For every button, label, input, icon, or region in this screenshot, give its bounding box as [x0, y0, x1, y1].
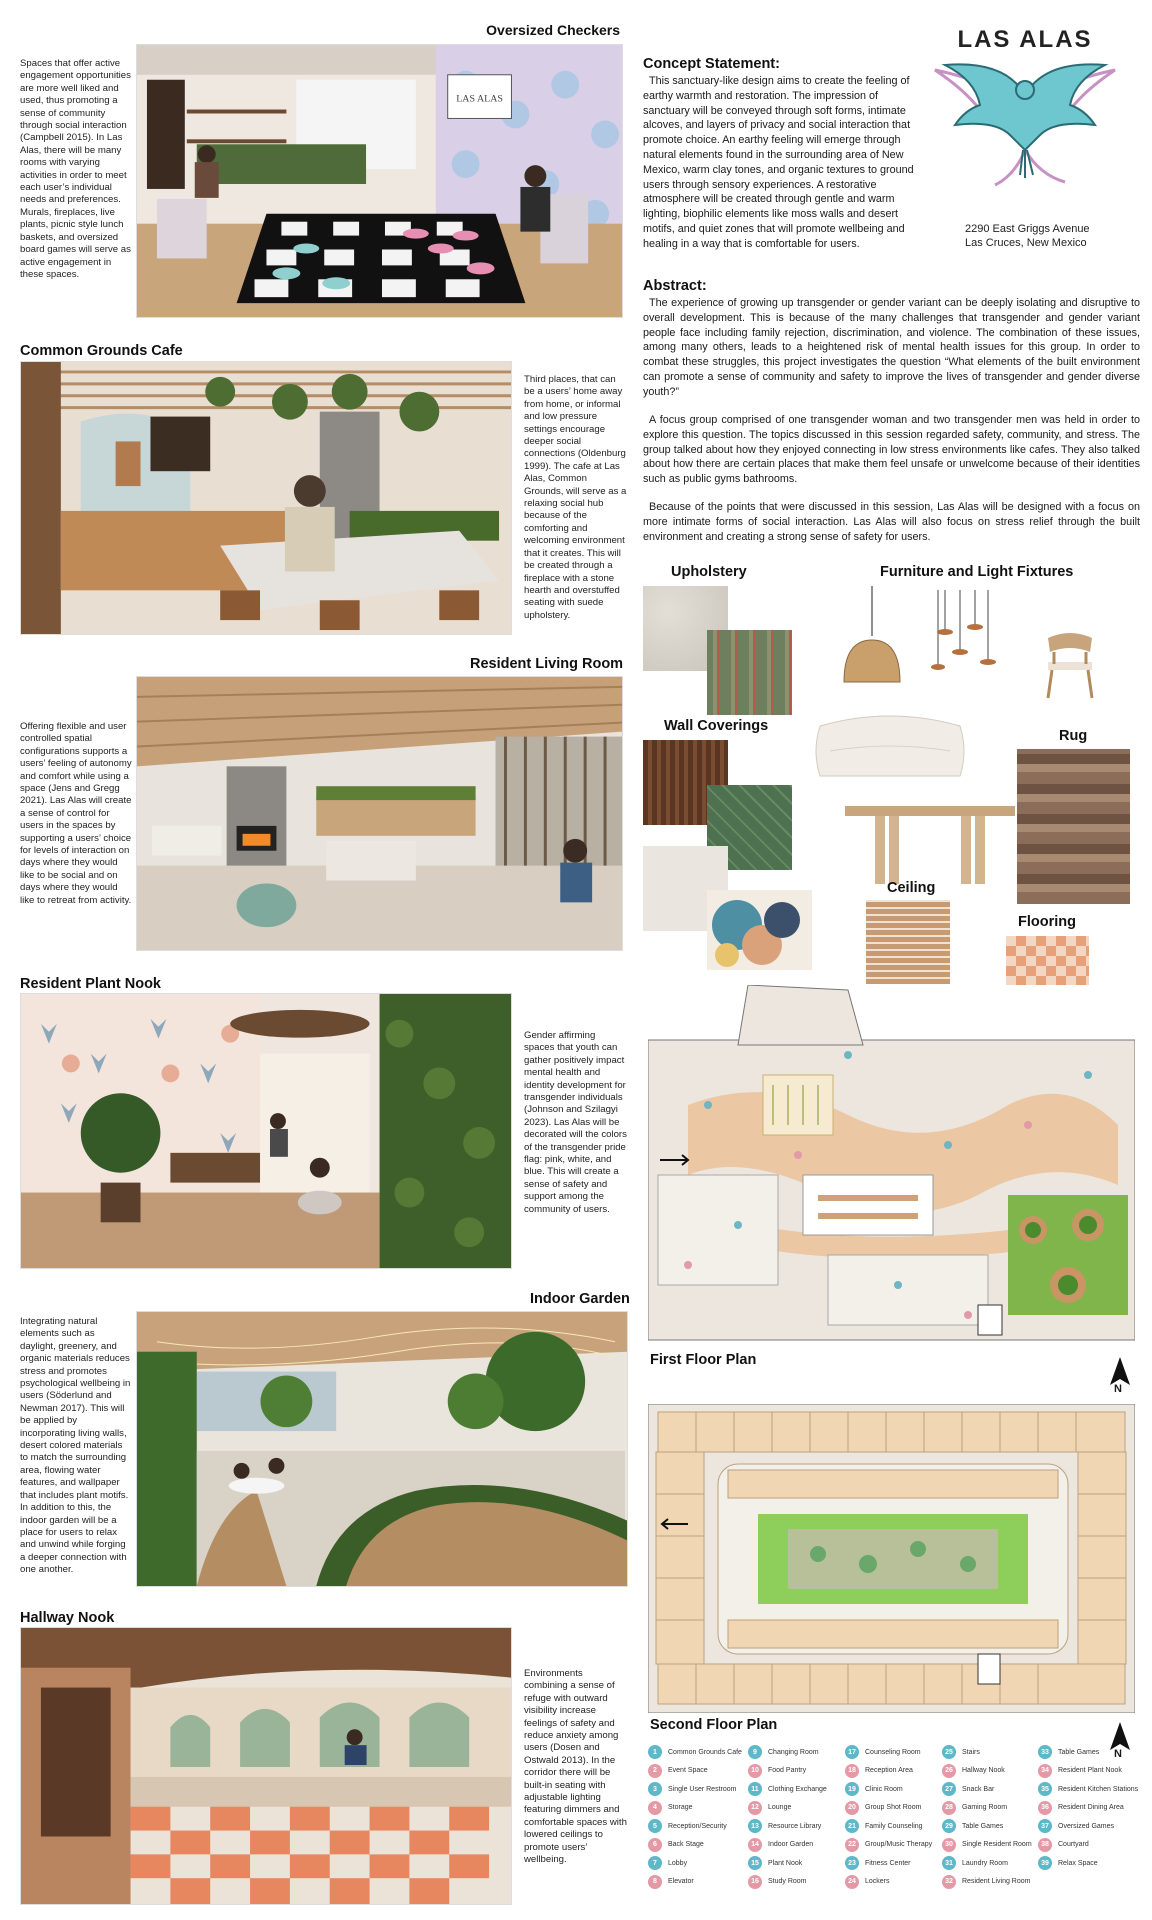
- abstract-paragraph-2: A focus group comprised of one transgender woman and two transgender men was held in order to explore this question. The topics discussed in this session regarded safety, community, and stress. The group talked about how they enjoyed connecting in low stress environments like cafes. They also talked about how there are certain places that make them feel unsafe or unwelcome because of their identities such as public gyms bathrooms.: [643, 414, 1140, 486]
- abstract-paragraph-3: Because of the points that were discussed in this session, Las Alas will be designed with a focus on more intimate forms of social interaction. Las Alas will also focus on stress relief through the built environment and creating a strong sense of safety for users.: [643, 501, 1140, 543]
- legend-label: Oversized Games: [1058, 1822, 1115, 1830]
- legend-number-badge: 28: [942, 1801, 956, 1815]
- legend-label: Single User Restroom: [668, 1785, 737, 1793]
- living-render: [136, 676, 623, 951]
- legend-number-badge: 9: [748, 1745, 762, 1759]
- legend-item: [845, 1819, 923, 1833]
- ceiling-swatch-wood-slat: [866, 900, 950, 984]
- legend-item: [845, 1745, 921, 1759]
- legend-item: [648, 1801, 693, 1815]
- legend-number-badge: 36: [1038, 1801, 1052, 1815]
- legend-item: [942, 1801, 1007, 1815]
- legend-label: Lobby: [668, 1859, 688, 1867]
- legend-number-badge: 19: [845, 1782, 859, 1796]
- legend-label: Reception Area: [865, 1767, 913, 1774]
- legend-item: [1038, 1801, 1124, 1815]
- legend-item: [1038, 1838, 1089, 1852]
- legend-item: [1038, 1764, 1122, 1778]
- legend-label: Reception/Security: [668, 1822, 727, 1830]
- hallway-description: Environments combining a sense of refuge with outward visibility increase feelings of safety and reduce anxiety among users (Dosen and Ostwald 2013). In the corridor there will be built-in seating with adjustable lighting featuring dimmers and comfortable spaces with lowered ceilings to promote users’ wellbeing.: [524, 1668, 627, 1866]
- legend-number-badge: 5: [648, 1819, 662, 1833]
- legend-label: Elevator: [668, 1878, 694, 1885]
- garden-render: [136, 1311, 628, 1587]
- legend-number-badge: 13: [748, 1819, 762, 1833]
- materials-ceiling-label: Ceiling: [887, 880, 936, 896]
- materials-wall-label: Wall Coverings: [664, 718, 769, 734]
- legend-item: [845, 1875, 890, 1889]
- legend-item: [748, 1838, 813, 1852]
- legend-item: [845, 1856, 911, 1870]
- section-title-garden: Indoor Garden: [530, 1291, 630, 1307]
- legend-number-badge: 15: [748, 1856, 762, 1870]
- legend-label: Plant Nook: [768, 1859, 803, 1867]
- legend-number-badge: 17: [845, 1745, 859, 1759]
- legend-item: [648, 1764, 708, 1778]
- legend-item: [648, 1838, 704, 1852]
- address-line1: 2290 East Griggs Avenue: [965, 223, 1090, 235]
- address-line2: Las Cruces, New Mexico: [965, 237, 1087, 249]
- legend-label: Back Stage: [668, 1841, 704, 1848]
- rug-swatch: [1017, 749, 1130, 904]
- checkers-sign-text: LAS ALAS: [456, 93, 503, 105]
- legend-label: Hallway Nook: [962, 1767, 1005, 1774]
- legend-number-badge: 20: [845, 1801, 859, 1815]
- legend-label: Resident Living Room: [962, 1878, 1031, 1885]
- room-legend: [648, 1745, 1148, 1905]
- section-title-cafe: Common Grounds Cafe: [20, 343, 183, 359]
- legend-number-badge: 27: [942, 1782, 956, 1796]
- legend-number-badge: 4: [648, 1801, 662, 1815]
- legend-number-badge: 30: [942, 1838, 956, 1852]
- legend-label: Gaming Room: [962, 1804, 1008, 1811]
- section-title-hallway: Hallway Nook: [20, 1610, 115, 1626]
- legend-item: [942, 1745, 980, 1759]
- legend-number-badge: 8: [648, 1875, 662, 1889]
- legend-label: Stairs: [962, 1748, 980, 1756]
- legend-label: Snack Bar: [962, 1785, 995, 1793]
- legend-item: [648, 1856, 687, 1870]
- legend-number-badge: 14: [748, 1838, 762, 1852]
- legend-number-badge: 33: [1038, 1745, 1052, 1759]
- legend-number-badge: 1: [648, 1745, 662, 1759]
- legend-label: Fitness Center: [865, 1859, 911, 1867]
- materials-upholstery-label: Upholstery: [671, 564, 747, 580]
- legend-label: Lounge: [768, 1804, 792, 1811]
- section-title-living: Resident Living Room: [470, 656, 624, 672]
- legend-item: [942, 1838, 1032, 1852]
- legend-item: [748, 1745, 819, 1759]
- legend-number-badge: 31: [942, 1856, 956, 1870]
- section-title-plant: Resident Plant Nook: [20, 976, 161, 992]
- legend-label: Group Shot Room: [865, 1804, 922, 1811]
- legend-label: Laundry Room: [962, 1859, 1008, 1867]
- legend-item: [845, 1838, 932, 1852]
- legend-number-badge: 29: [942, 1819, 956, 1833]
- legend-label: Resident Dining Area: [1058, 1804, 1124, 1811]
- legend-item: [1038, 1782, 1138, 1796]
- legend-label: Counseling Room: [865, 1748, 921, 1756]
- garden-description: Integrating natural elements such as daylight, greenery, and organic materials reduces stress and promotes psychological wellbeing in users (Söderlund and Newman 2017). This will be applied by incorporating living walls, desert colored materials to match the surrounding area, flowing water features, and wallpaper that includes plant motifs. In addition to this, the indoor garden will be a place for users to relax and unwind while forging a deeper connection with one another.: [20, 1316, 131, 1576]
- legend-number-badge: 22: [845, 1838, 859, 1852]
- plant-description: Gender affirming spaces that youth can gather positively impact mental health and identity development for transgender individuals (Johnson and Szilagyi 2023). Las Alas will be decorated will the colors of the transgender pride flag: pink, white, and blue. This will create a sense of safety and support among the community of users.: [524, 1030, 627, 1215]
- cafe-description: Third places, that can be a users’ home away from home, or informal and low pressure settings encourage deeper social connections (Oldenburg 1999). The cafe at Las Alas, Common Grounds, will serve as a relaxing social hub because of the comforting and welcoming environment that it creates. This will be created through a fireplace with a stone hearth and overstuffed seating with suede upholstery.: [524, 374, 627, 621]
- wall-swatch-mural: [707, 890, 812, 970]
- pendant-light-icon: [840, 586, 904, 690]
- dining-chair-icon: [1040, 628, 1100, 700]
- sofa-icon: [810, 706, 970, 784]
- legend-number-badge: 11: [748, 1782, 762, 1796]
- legend-item: [942, 1875, 1030, 1889]
- concept-heading: Concept Statement:: [643, 56, 780, 72]
- legend-number-badge: 23: [845, 1856, 859, 1870]
- legend-item: [748, 1819, 821, 1833]
- materials-flooring-label: Flooring: [1018, 914, 1076, 930]
- legend-label: Resident Plant Nook: [1058, 1767, 1122, 1774]
- legend-item: [648, 1875, 694, 1889]
- legend-label: Table Games: [962, 1822, 1004, 1830]
- legend-item: [748, 1764, 806, 1778]
- materials-furniture-label: Furniture and Light Fixtures: [880, 564, 1074, 580]
- first-floor-plan: [648, 985, 1135, 1358]
- legend-number-badge: 32: [942, 1875, 956, 1889]
- legend-number-badge: 18: [845, 1764, 859, 1778]
- legend-number-badge: 2: [648, 1764, 662, 1778]
- legend-number-badge: 39: [1038, 1856, 1052, 1870]
- legend-label: Group/Music Therapy: [865, 1841, 933, 1848]
- legend-number-badge: 26: [942, 1764, 956, 1778]
- legend-item: [1038, 1745, 1099, 1759]
- legend-item: [942, 1856, 1008, 1870]
- legend-item: [748, 1875, 807, 1889]
- legend-item: [942, 1764, 1005, 1778]
- cafe-render: [20, 361, 512, 635]
- chandelier-icon: [930, 590, 1000, 680]
- legend-number-badge: 34: [1038, 1764, 1052, 1778]
- legend-number-badge: 10: [748, 1764, 762, 1778]
- legend-item: [648, 1782, 736, 1796]
- legend-label: Resident Kitchen Stations: [1058, 1785, 1139, 1793]
- legend-item: [648, 1745, 742, 1759]
- materials-rug-label: Rug: [1059, 728, 1088, 744]
- legend-item: [748, 1856, 802, 1870]
- legend-label: Relax Space: [1058, 1859, 1098, 1867]
- dining-table-icon: [845, 806, 1015, 886]
- las-alas-logo: [925, 26, 1125, 186]
- abstract-heading: Abstract:: [643, 278, 707, 294]
- second-floor-plan-label: Second Floor Plan: [650, 1717, 778, 1733]
- legend-label: Clinic Room: [865, 1785, 903, 1793]
- legend-label: Clothing Exchange: [768, 1785, 827, 1793]
- second-floor-plan: [648, 1404, 1135, 1713]
- legend-label: Lockers: [865, 1878, 890, 1885]
- checkers-render: [136, 44, 623, 318]
- north-label-1: N: [1114, 1383, 1122, 1395]
- legend-label: Indoor Garden: [768, 1841, 814, 1848]
- legend-number-badge: 35: [1038, 1782, 1052, 1796]
- legend-number-badge: 6: [648, 1838, 662, 1852]
- legend-item: [648, 1819, 727, 1833]
- legend-number-badge: 3: [648, 1782, 662, 1796]
- legend-label: Study Room: [768, 1878, 807, 1885]
- legend-number-badge: 38: [1038, 1838, 1052, 1852]
- legend-item: [1038, 1856, 1098, 1870]
- legend-item: [748, 1782, 827, 1796]
- legend-item: [942, 1782, 994, 1796]
- upholstery-swatch-stripe: [707, 630, 792, 715]
- north-label-2: N: [1114, 1748, 1122, 1760]
- legend-label: Resource Library: [768, 1822, 822, 1830]
- legend-label: Single Resident Room: [962, 1841, 1032, 1848]
- legend-number-badge: 12: [748, 1801, 762, 1815]
- legend-item: [845, 1764, 913, 1778]
- legend-label: Event Space: [668, 1767, 708, 1774]
- legend-label: Common Grounds Cafe: [668, 1748, 742, 1756]
- legend-item: [748, 1801, 791, 1815]
- legend-label: Courtyard: [1058, 1841, 1089, 1848]
- checkers-description: Spaces that offer active engagement opportunities are more well liked and used, thus promoting a sense of community through social interaction (Campbell 2015). In Las Alas, there will be many rooms with varying activities in order to meet each user’s individual needs and preferences. Murals, fireplaces, live plants, picnic style lunch baskets, and oversized board games will serve as active engagement in these spaces.: [20, 58, 131, 280]
- legend-number-badge: 7: [648, 1856, 662, 1870]
- legend-label: Changing Room: [768, 1748, 819, 1756]
- legend-item: [1038, 1819, 1114, 1833]
- legend-item: [845, 1782, 903, 1796]
- hallway-render: [20, 1627, 512, 1905]
- section-title-checkers: Oversized Checkers: [486, 22, 620, 38]
- legend-number-badge: 16: [748, 1875, 762, 1889]
- legend-number-badge: 24: [845, 1875, 859, 1889]
- legend-label: Table Games: [1058, 1748, 1100, 1756]
- legend-item: [942, 1819, 1003, 1833]
- legend-label: Family Counseling: [865, 1822, 923, 1830]
- legend-number-badge: 25: [942, 1745, 956, 1759]
- first-floor-plan-label: First Floor Plan: [650, 1352, 757, 1368]
- legend-label: Storage: [668, 1804, 693, 1811]
- plant-nook-render: [20, 993, 512, 1269]
- legend-number-badge: 37: [1038, 1819, 1052, 1833]
- abstract-paragraph-1: The experience of growing up transgender or gender variant can be deeply isolating and disruptive to overall development. This is because of the many challenges that transgender and gender variant people face including family rejection, discrimination, and violence. The combination of these issues, among many others, leads to a heightened risk of mental health issues for this group. In order to combat these struggles, this project investigates the question “What elements of the built environment can promote a sense of community and safety to improve the lives of transgender and gender diverse youth?”: [643, 297, 1140, 398]
- address: [965, 222, 1090, 250]
- phoenix-icon: [925, 50, 1125, 190]
- legend-label: Food Pantry: [768, 1767, 807, 1774]
- legend-number-badge: 21: [845, 1819, 859, 1833]
- living-description: Offering flexible and user controlled spatial configurations supports a users’ feeling of autonomy and comfort while using a space (Jens and Gregg 2021). Las Alas will create a sense of control for users in the spaces by supporting a users’ choice for levels of interaction on days where they would like to be social and on days where they would like to retreat from activity.: [20, 721, 132, 906]
- concept-body: This sanctuary-like design aims to create the feeling of earthy warmth and restoration. The impression of sanctuary will be conveyed through soft forms, intimate alcoves, and layers of privacy and social interaction that promote choice. An earthy feeling will emerge through natural elements found in the surrounding area of New Mexico, warm clay tones, and organic textures to ground users through sensory experiences. A restorative atmosphere will be created through gentle and warm lighting, biophilic elements like moss walls and desert motifs, and quiet zones that will promote wellbeing and healing in a way that is comfortable for users.: [643, 75, 914, 250]
- legend-item: [845, 1801, 921, 1815]
- logo-title: LAS ALAS: [957, 26, 1093, 53]
